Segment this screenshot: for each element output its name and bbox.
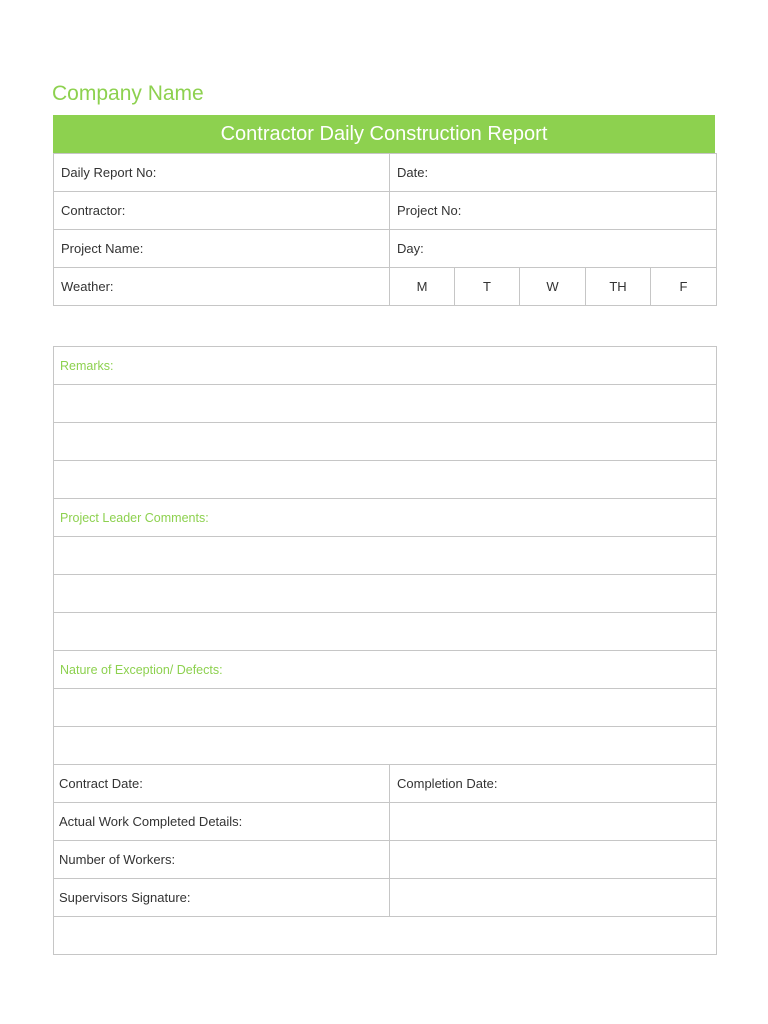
date-field[interactable]: Date: bbox=[390, 154, 717, 192]
table-row bbox=[54, 917, 717, 955]
remarks-input-line[interactable] bbox=[54, 423, 717, 461]
supervisors-signature-label: Supervisors Signature: bbox=[54, 879, 390, 917]
report-details-table bbox=[53, 346, 717, 955]
day-field[interactable]: Day: bbox=[390, 230, 717, 268]
table-row bbox=[54, 879, 717, 917]
footer-blank-line[interactable] bbox=[54, 917, 717, 955]
day-option-monday[interactable]: M bbox=[390, 268, 455, 306]
comments-line bbox=[54, 613, 717, 651]
exception-line bbox=[54, 727, 717, 765]
exception-input-line[interactable] bbox=[54, 727, 717, 765]
remarks-line bbox=[54, 423, 717, 461]
actual-work-label: Actual Work Completed Details: bbox=[54, 803, 390, 841]
comments-input-line[interactable] bbox=[54, 537, 717, 575]
exception-input-line[interactable] bbox=[54, 689, 717, 727]
table-row bbox=[54, 268, 717, 306]
table-row bbox=[54, 841, 717, 879]
comments-input-line[interactable] bbox=[54, 575, 717, 613]
table-row bbox=[54, 765, 717, 803]
comments-line bbox=[54, 575, 717, 613]
project-leader-comments-label: Project Leader Comments: bbox=[54, 499, 717, 537]
comments-line bbox=[54, 537, 717, 575]
number-of-workers-input[interactable] bbox=[390, 841, 717, 879]
supervisors-signature-input[interactable] bbox=[390, 879, 717, 917]
day-option-tuesday[interactable]: T bbox=[455, 268, 520, 306]
table-row bbox=[54, 347, 717, 385]
company-name: Company Name bbox=[52, 82, 204, 105]
exception-line bbox=[54, 689, 717, 727]
remarks-line bbox=[54, 385, 717, 423]
completion-date-field[interactable]: Completion Date: bbox=[390, 765, 717, 803]
remarks-line bbox=[54, 461, 717, 499]
contract-date-field[interactable]: Contract Date: bbox=[54, 765, 390, 803]
remarks-input-line[interactable] bbox=[54, 461, 717, 499]
day-option-friday[interactable]: F bbox=[651, 268, 717, 306]
daily-report-no-field[interactable]: Daily Report No: bbox=[54, 154, 390, 192]
table-row bbox=[54, 154, 717, 192]
day-option-wednesday[interactable]: W bbox=[520, 268, 586, 306]
contractor-field[interactable]: Contractor: bbox=[54, 192, 390, 230]
table-row bbox=[54, 192, 717, 230]
report-info-table bbox=[53, 153, 717, 306]
table-row bbox=[54, 499, 717, 537]
number-of-workers-label: Number of Workers: bbox=[54, 841, 390, 879]
remarks-label: Remarks: bbox=[54, 347, 717, 385]
report-title-bar: Contractor Daily Construction Report bbox=[53, 115, 715, 153]
nature-of-exception-label: Nature of Exception/ Defects: bbox=[54, 651, 717, 689]
table-row bbox=[54, 230, 717, 268]
table-row bbox=[54, 803, 717, 841]
project-no-field[interactable]: Project No: bbox=[390, 192, 717, 230]
weather-field[interactable]: Weather: bbox=[54, 268, 390, 306]
day-option-thursday[interactable]: TH bbox=[586, 268, 651, 306]
remarks-input-line[interactable] bbox=[54, 385, 717, 423]
table-row bbox=[54, 651, 717, 689]
actual-work-input[interactable] bbox=[390, 803, 717, 841]
comments-input-line[interactable] bbox=[54, 613, 717, 651]
project-name-field[interactable]: Project Name: bbox=[54, 230, 390, 268]
